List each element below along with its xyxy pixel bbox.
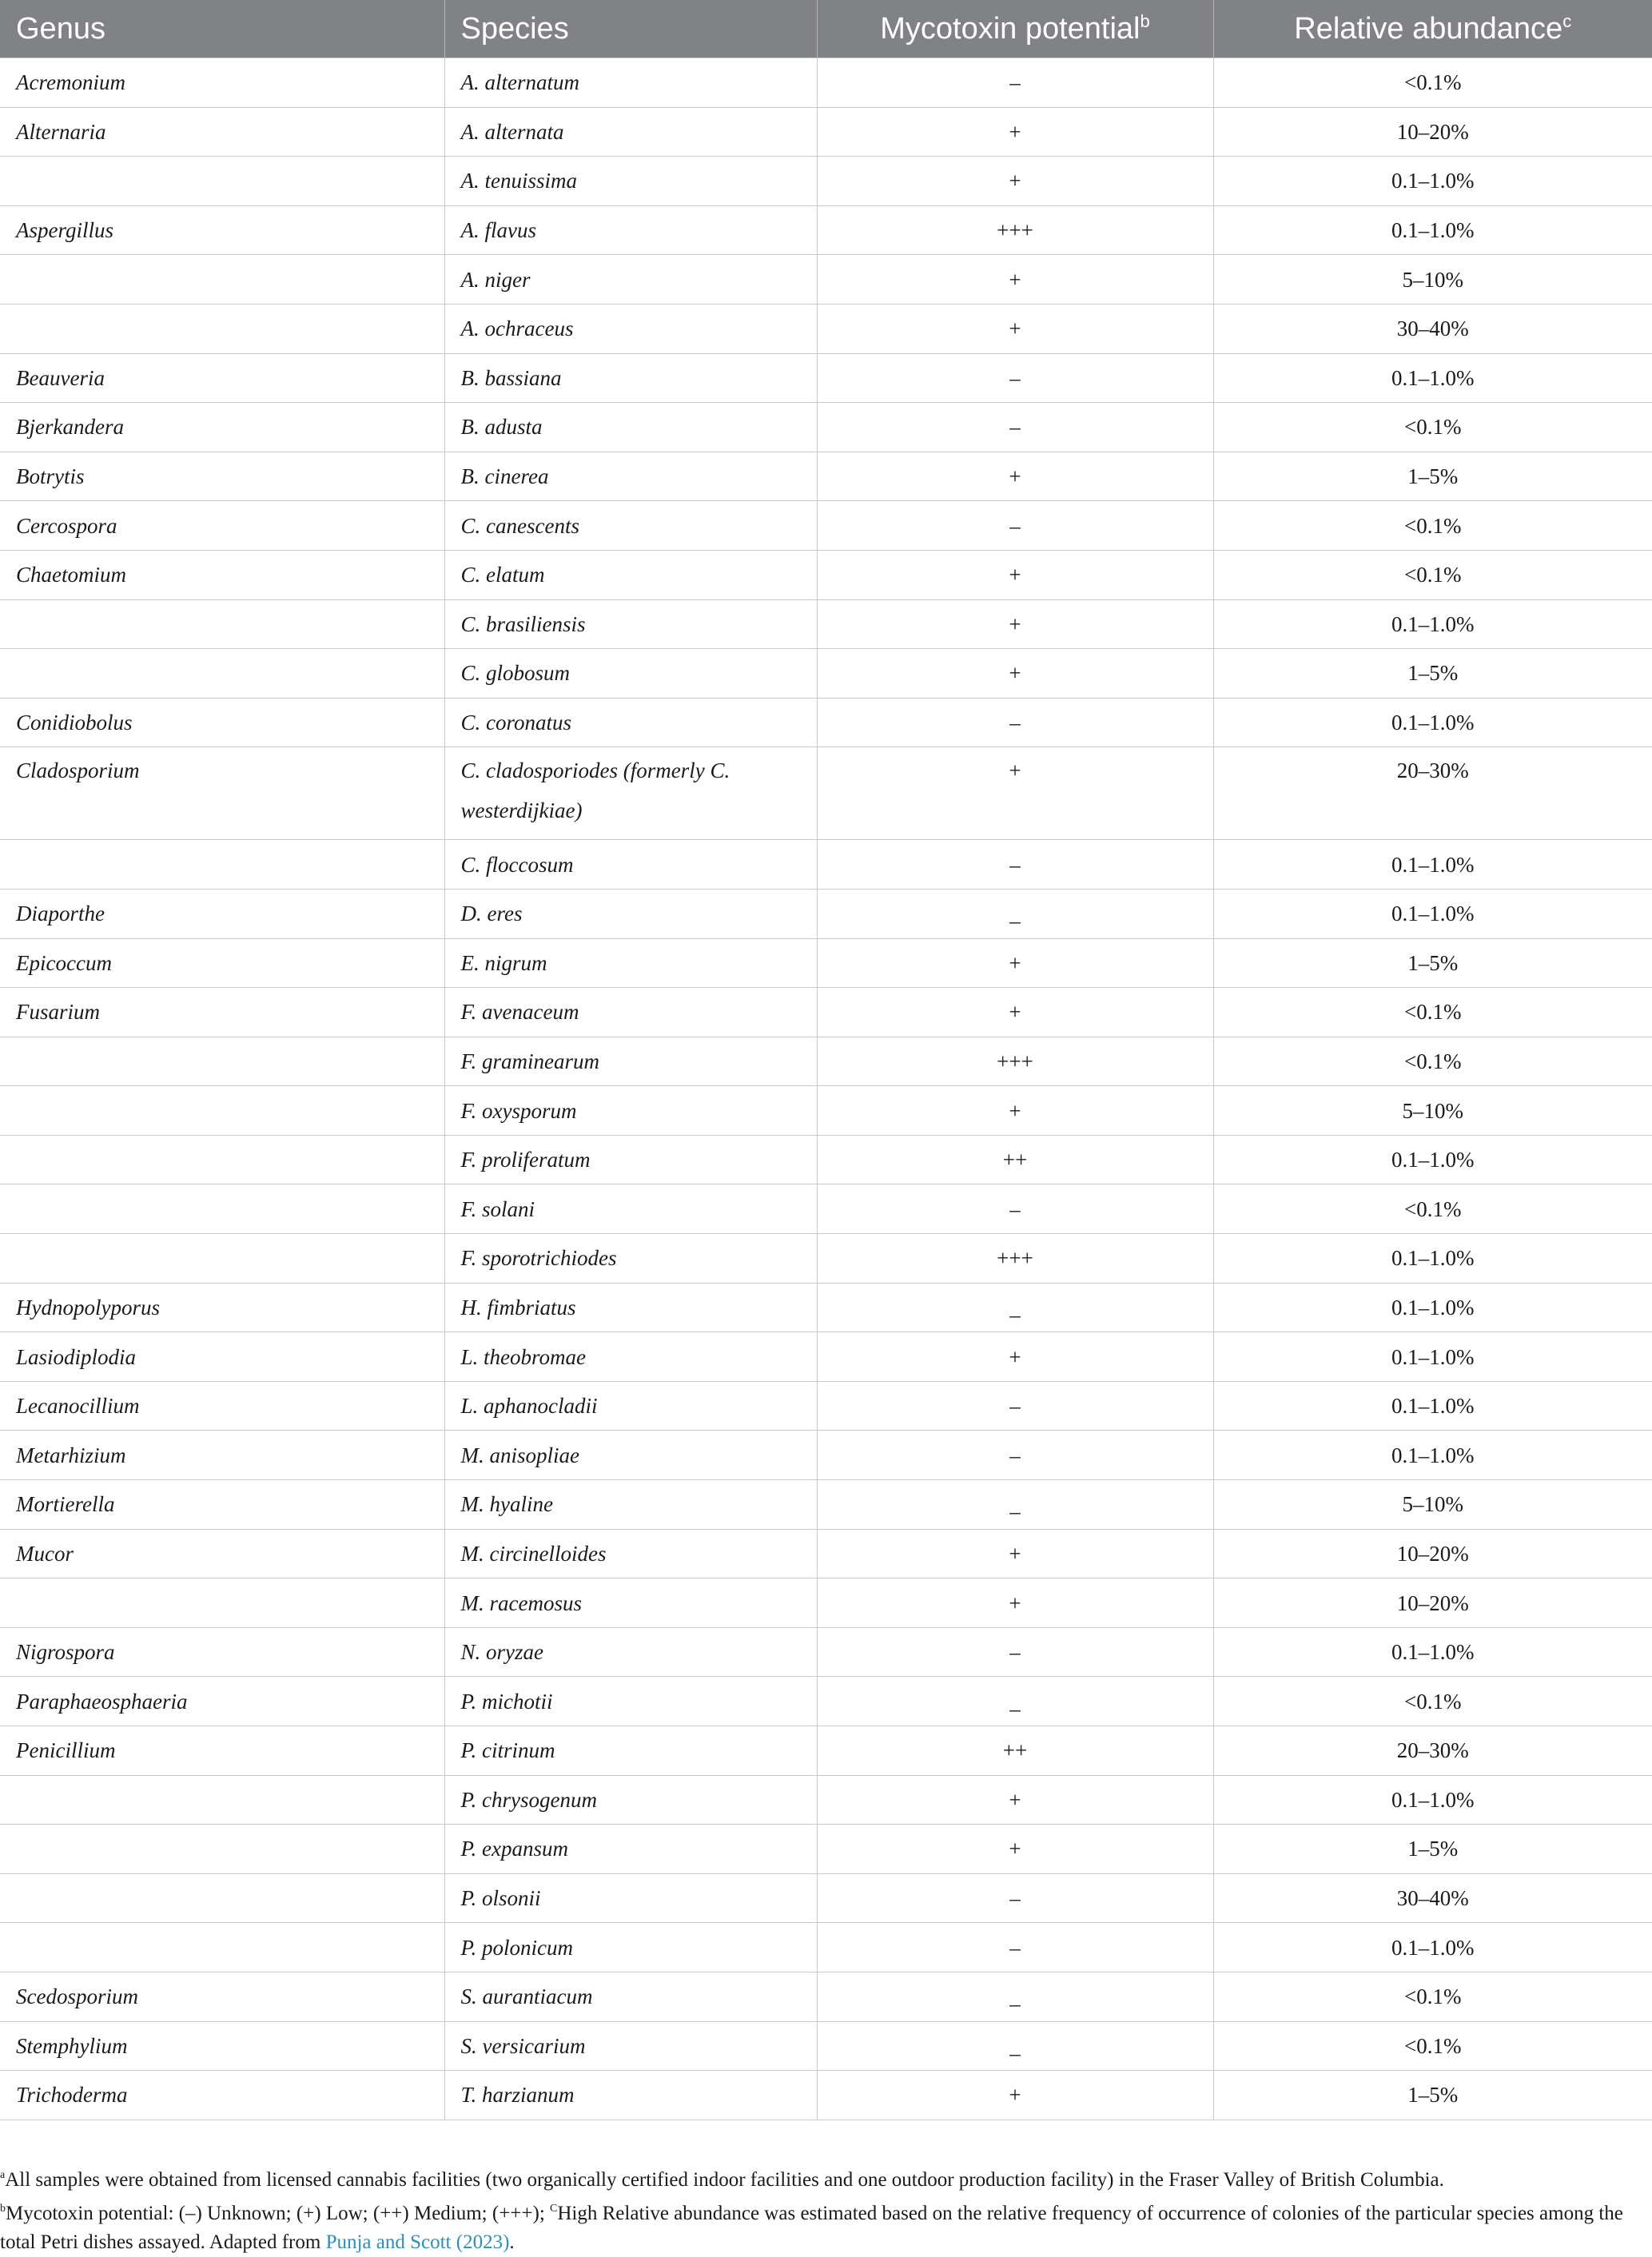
genus-cell: Fusarium <box>0 988 444 1037</box>
table-row <box>0 1627 1652 1677</box>
table-row <box>0 747 1652 840</box>
abundance-cell: 0.1–1.0% <box>1213 205 1652 255</box>
genus-cell <box>0 649 444 699</box>
mycotoxin-cell: + <box>817 157 1213 206</box>
table-row <box>0 107 1652 157</box>
table-row <box>0 988 1652 1037</box>
abundance-cell: <0.1% <box>1213 58 1652 108</box>
genus-cell: Penicillium <box>0 1726 444 1776</box>
genus-cell <box>0 840 444 890</box>
table-body <box>0 58 1652 2120</box>
abundance-cell: <0.1% <box>1213 2021 1652 2071</box>
mycotoxin-cell: + <box>817 1086 1213 1136</box>
abundance-cell: <0.1% <box>1213 501 1652 551</box>
footnote-end: . <box>509 2231 515 2253</box>
mycotoxin-cell: + <box>817 649 1213 699</box>
abundance-cell: 1–5% <box>1213 2071 1652 2120</box>
mycotoxin-cell: ++ <box>817 1726 1213 1776</box>
species-cell: F. solani <box>444 1184 817 1234</box>
footnote-a <box>0 2161 1652 2195</box>
header-relative-abundance: Relative abundance$^c$ <box>1213 0 1652 58</box>
mycotoxin-cell: + <box>817 599 1213 649</box>
abundance-cell: 1–5% <box>1213 452 1652 501</box>
mycotoxin-cell: – <box>817 1923 1213 1972</box>
mycotoxin-cell: ++ <box>817 1135 1213 1184</box>
species-cell: E. nigrum <box>444 938 817 988</box>
mycotoxin-cell: – <box>817 1873 1213 1923</box>
mycotoxin-cell: – <box>817 353 1213 403</box>
abundance-cell: 20–30% <box>1213 1726 1652 1776</box>
mycotoxin-cell: – <box>817 403 1213 452</box>
species-cell: F. oxysporum <box>444 1086 817 1136</box>
mycotoxin-cell: +++ <box>817 205 1213 255</box>
genus-cell <box>0 1873 444 1923</box>
mycotoxin-cell: + <box>817 1529 1213 1578</box>
abundance-cell: 1–5% <box>1213 938 1652 988</box>
mycotoxin-cell: _ <box>817 1480 1213 1530</box>
species-cell: B. adusta <box>444 403 817 452</box>
table-row <box>0 1873 1652 1923</box>
mycotoxin-cell: – <box>817 58 1213 108</box>
genus-cell: Aspergillus <box>0 205 444 255</box>
mycotoxin-cell: – <box>817 501 1213 551</box>
footnote-c-marker: C <box>550 2203 558 2215</box>
mycotoxin-cell: _ <box>817 1972 1213 2021</box>
genus-cell <box>0 1825 444 1874</box>
species-cell: F. graminearum <box>444 1037 817 1086</box>
species-cell: C. brasiliensis <box>444 599 817 649</box>
genus-cell: Nigrospora <box>0 1627 444 1677</box>
abundance-cell: 0.1–1.0% <box>1213 1627 1652 1677</box>
reference-link[interactable]: Punja and Scott (2023) <box>325 2231 510 2253</box>
abundance-cell: 10–20% <box>1213 1578 1652 1628</box>
abundance-cell: 10–20% <box>1213 107 1652 157</box>
abundance-cell: 10–20% <box>1213 1529 1652 1578</box>
mycotoxin-cell: _ <box>817 2021 1213 2071</box>
genus-cell: Acremonium <box>0 58 444 108</box>
species-cell: C. globosum <box>444 649 817 699</box>
table-row <box>0 205 1652 255</box>
table-row <box>0 938 1652 988</box>
species-cell: C. floccosum <box>444 840 817 890</box>
genus-cell: Mucor <box>0 1529 444 1578</box>
abundance-cell: 5–10% <box>1213 1480 1652 1530</box>
mycotoxin-cell: – <box>817 1627 1213 1677</box>
genus-cell <box>0 1037 444 1086</box>
species-cell: M. hyaline <box>444 1480 817 1530</box>
mycotoxin-cell: – <box>817 1431 1213 1480</box>
abundance-cell: 0.1–1.0% <box>1213 1431 1652 1480</box>
species-cell: B. cinerea <box>444 452 817 501</box>
genus-cell <box>0 1135 444 1184</box>
abundance-cell: 0.1–1.0% <box>1213 353 1652 403</box>
table-row <box>0 1184 1652 1234</box>
mycotoxin-cell: + <box>817 304 1213 353</box>
species-cell: T. harzianum <box>444 2071 817 2120</box>
footnote-b-text: Mycotoxin potential: (–) Unknown; (+) Low; (++) Medium; (+++); <box>6 2203 551 2224</box>
abundance-cell: 0.1–1.0% <box>1213 1775 1652 1825</box>
table-row <box>0 599 1652 649</box>
table-row <box>0 1135 1652 1184</box>
abundance-cell: 0.1–1.0% <box>1213 1283 1652 1332</box>
species-cell: L. theobromae <box>444 1332 817 1382</box>
table-footnotes <box>0 2161 1652 2257</box>
genus-cell: Diaporthe <box>0 889 444 938</box>
header-row <box>0 0 1652 58</box>
table-row <box>0 550 1652 599</box>
abundance-cell: 0.1–1.0% <box>1213 599 1652 649</box>
table-row <box>0 1677 1652 1726</box>
abundance-cell: 0.1–1.0% <box>1213 840 1652 890</box>
header-mycotoxin-potential: Mycotoxin potential$^b$ <box>817 0 1213 58</box>
table-row <box>0 58 1652 108</box>
species-cell: M. anisopliae <box>444 1431 817 1480</box>
table-row <box>0 2071 1652 2120</box>
mycotoxin-cell: – <box>817 1381 1213 1431</box>
species-cell: C. canescents <box>444 501 817 551</box>
mycotoxin-cell: _ <box>817 1677 1213 1726</box>
genus-cell <box>0 157 444 206</box>
mycotoxin-cell: + <box>817 1332 1213 1382</box>
species-cell: A. flavus <box>444 205 817 255</box>
table-row <box>0 1578 1652 1628</box>
species-cell: S. versicarium <box>444 2021 817 2071</box>
table-row <box>0 1381 1652 1431</box>
table-row <box>0 698 1652 747</box>
genus-cell: Lasiodiplodia <box>0 1332 444 1382</box>
genus-cell: Stemphylium <box>0 2021 444 2071</box>
genus-cell: Botrytis <box>0 452 444 501</box>
footnote-b-marker: b <box>0 2203 6 2215</box>
genus-cell: Beauveria <box>0 353 444 403</box>
abundance-cell: 0.1–1.0% <box>1213 1923 1652 1972</box>
abundance-cell: 0.1–1.0% <box>1213 1234 1652 1284</box>
mycotoxin-cell: + <box>817 550 1213 599</box>
mycotoxin-cell: – <box>817 1184 1213 1234</box>
table-row <box>0 1037 1652 1086</box>
mycotoxin-cell: + <box>817 1825 1213 1874</box>
abundance-cell: 5–10% <box>1213 255 1652 305</box>
abundance-cell: <0.1% <box>1213 1677 1652 1726</box>
species-cell: C. cladosporiodes (formerly C. westerdijkiae) <box>444 747 817 840</box>
species-cell: P. polonicum <box>444 1923 817 1972</box>
species-cell: P. michotii <box>444 1677 817 1726</box>
genus-cell <box>0 1184 444 1234</box>
table-row <box>0 2021 1652 2071</box>
genus-cell: Alternaria <box>0 107 444 157</box>
table-row <box>0 353 1652 403</box>
header-abundance-sup: c <box>1562 11 1572 31</box>
abundance-cell: 5–10% <box>1213 1086 1652 1136</box>
abundance-cell: 1–5% <box>1213 649 1652 699</box>
genus-cell: Hydnopolyporus <box>0 1283 444 1332</box>
species-cell: L. aphanocladii <box>444 1381 817 1431</box>
species-cell: A. alternatum <box>444 58 817 108</box>
species-cell: P. citrinum <box>444 1726 817 1776</box>
table-row <box>0 1923 1652 1972</box>
table-row <box>0 157 1652 206</box>
mycotoxin-cell: + <box>817 452 1213 501</box>
genus-cell: Trichoderma <box>0 2071 444 2120</box>
abundance-cell: 0.1–1.0% <box>1213 1135 1652 1184</box>
genus-cell <box>0 304 444 353</box>
genus-cell: Cercospora <box>0 501 444 551</box>
table-row <box>0 1972 1652 2021</box>
genus-cell: Metarhizium <box>0 1431 444 1480</box>
table-row <box>0 1825 1652 1874</box>
genus-cell <box>0 1775 444 1825</box>
table-row <box>0 1283 1652 1332</box>
abundance-cell: <0.1% <box>1213 1037 1652 1086</box>
table-row <box>0 304 1652 353</box>
abundance-cell: <0.1% <box>1213 403 1652 452</box>
species-cell: M. circinelloides <box>444 1529 817 1578</box>
mycotoxin-cell: _ <box>817 889 1213 938</box>
species-cell: A. tenuissima <box>444 157 817 206</box>
mycotoxin-cell: +++ <box>817 1037 1213 1086</box>
table-header <box>0 0 1652 58</box>
species-cell: S. aurantiacum <box>444 1972 817 2021</box>
mycotoxin-cell: _ <box>817 1283 1213 1332</box>
header-mycotoxin-sup: b <box>1140 11 1150 31</box>
species-cell: H. fimbriatus <box>444 1283 817 1332</box>
mycotoxin-cell: + <box>817 988 1213 1037</box>
table-row <box>0 501 1652 551</box>
abundance-cell: 0.1–1.0% <box>1213 1381 1652 1431</box>
genus-cell: Scedosporium <box>0 1972 444 2021</box>
genus-cell <box>0 1923 444 1972</box>
abundance-cell: <0.1% <box>1213 1184 1652 1234</box>
table-row <box>0 1332 1652 1382</box>
genus-cell: Chaetomium <box>0 550 444 599</box>
species-cell: C. elatum <box>444 550 817 599</box>
genus-cell: Epicoccum <box>0 938 444 988</box>
species-cell: P. expansum <box>444 1825 817 1874</box>
mycotoxin-cell: + <box>817 1775 1213 1825</box>
table-row <box>0 889 1652 938</box>
genus-cell: Paraphaeosphaeria <box>0 1677 444 1726</box>
mycotoxin-cell: + <box>817 747 1213 840</box>
mycotoxin-cell: + <box>817 255 1213 305</box>
table-row <box>0 1234 1652 1284</box>
table-row <box>0 1529 1652 1578</box>
species-cell: M. racemosus <box>444 1578 817 1628</box>
abundance-cell: <0.1% <box>1213 988 1652 1037</box>
genus-cell: Bjerkandera <box>0 403 444 452</box>
species-cell: N. oryzae <box>444 1627 817 1677</box>
abundance-cell: 30–40% <box>1213 304 1652 353</box>
genus-cell <box>0 1086 444 1136</box>
header-species: Species <box>444 0 817 58</box>
table-row <box>0 1726 1652 1776</box>
species-cell: A. niger <box>444 255 817 305</box>
species-cell: A. alternata <box>444 107 817 157</box>
species-cell: D. eres <box>444 889 817 938</box>
genus-cell: Mortierella <box>0 1480 444 1530</box>
table-row <box>0 403 1652 452</box>
species-cell: F. sporotrichiodes <box>444 1234 817 1284</box>
abundance-cell: 20–30% <box>1213 747 1652 840</box>
abundance-cell: 0.1–1.0% <box>1213 889 1652 938</box>
table-row <box>0 452 1652 501</box>
abundance-cell: 30–40% <box>1213 1873 1652 1923</box>
species-cell: C. coronatus <box>444 698 817 747</box>
table-row <box>0 255 1652 305</box>
footnote-a-marker: a <box>0 2169 6 2181</box>
footnote-a-text: All samples were obtained from licensed cannabis facilities (two organically certified indoor facilities and one outdoor production facility) in the Fraser Valley of British Columbia. <box>5 2169 1444 2191</box>
mycotoxin-cell: – <box>817 698 1213 747</box>
genus-cell <box>0 1234 444 1284</box>
species-cell: F. proliferatum <box>444 1135 817 1184</box>
genus-cell <box>0 1578 444 1628</box>
header-genus: Genus <box>0 0 444 58</box>
genus-cell: Lecanocillium <box>0 1381 444 1431</box>
species-cell: B. bassiana <box>444 353 817 403</box>
genus-cell <box>0 599 444 649</box>
species-cell: F. avenaceum <box>444 988 817 1037</box>
genus-cell: Conidiobolus <box>0 698 444 747</box>
mycotoxin-cell: + <box>817 938 1213 988</box>
genus-cell: Cladosporium <box>0 747 444 840</box>
mycotoxin-cell: + <box>817 1578 1213 1628</box>
species-cell: P. olsonii <box>444 1873 817 1923</box>
abundance-cell: <0.1% <box>1213 1972 1652 2021</box>
abundance-cell: 0.1–1.0% <box>1213 1332 1652 1382</box>
footnote-b <box>0 2195 1652 2257</box>
species-cell: P. chrysogenum <box>444 1775 817 1825</box>
mycotoxin-cell: +++ <box>817 1234 1213 1284</box>
abundance-cell: 1–5% <box>1213 1825 1652 1874</box>
table-row <box>0 840 1652 890</box>
abundance-cell: <0.1% <box>1213 550 1652 599</box>
mycotoxin-cell: + <box>817 107 1213 157</box>
table-row <box>0 1775 1652 1825</box>
genus-cell <box>0 255 444 305</box>
abundance-cell: 0.1–1.0% <box>1213 698 1652 747</box>
table-row <box>0 1086 1652 1136</box>
abundance-cell: 0.1–1.0% <box>1213 157 1652 206</box>
table-row <box>0 649 1652 699</box>
mycotoxin-cell: – <box>817 840 1213 890</box>
species-cell: A. ochraceus <box>444 304 817 353</box>
table-row <box>0 1480 1652 1530</box>
table-row <box>0 1431 1652 1480</box>
footnote-c-text: High Relative abundance was estimated based on the relative frequency of occurrence of colonies of the particular species among the total Petri dishes assayed. Adapted from <box>0 2203 1623 2253</box>
mycotoxin-cell: + <box>817 2071 1213 2120</box>
